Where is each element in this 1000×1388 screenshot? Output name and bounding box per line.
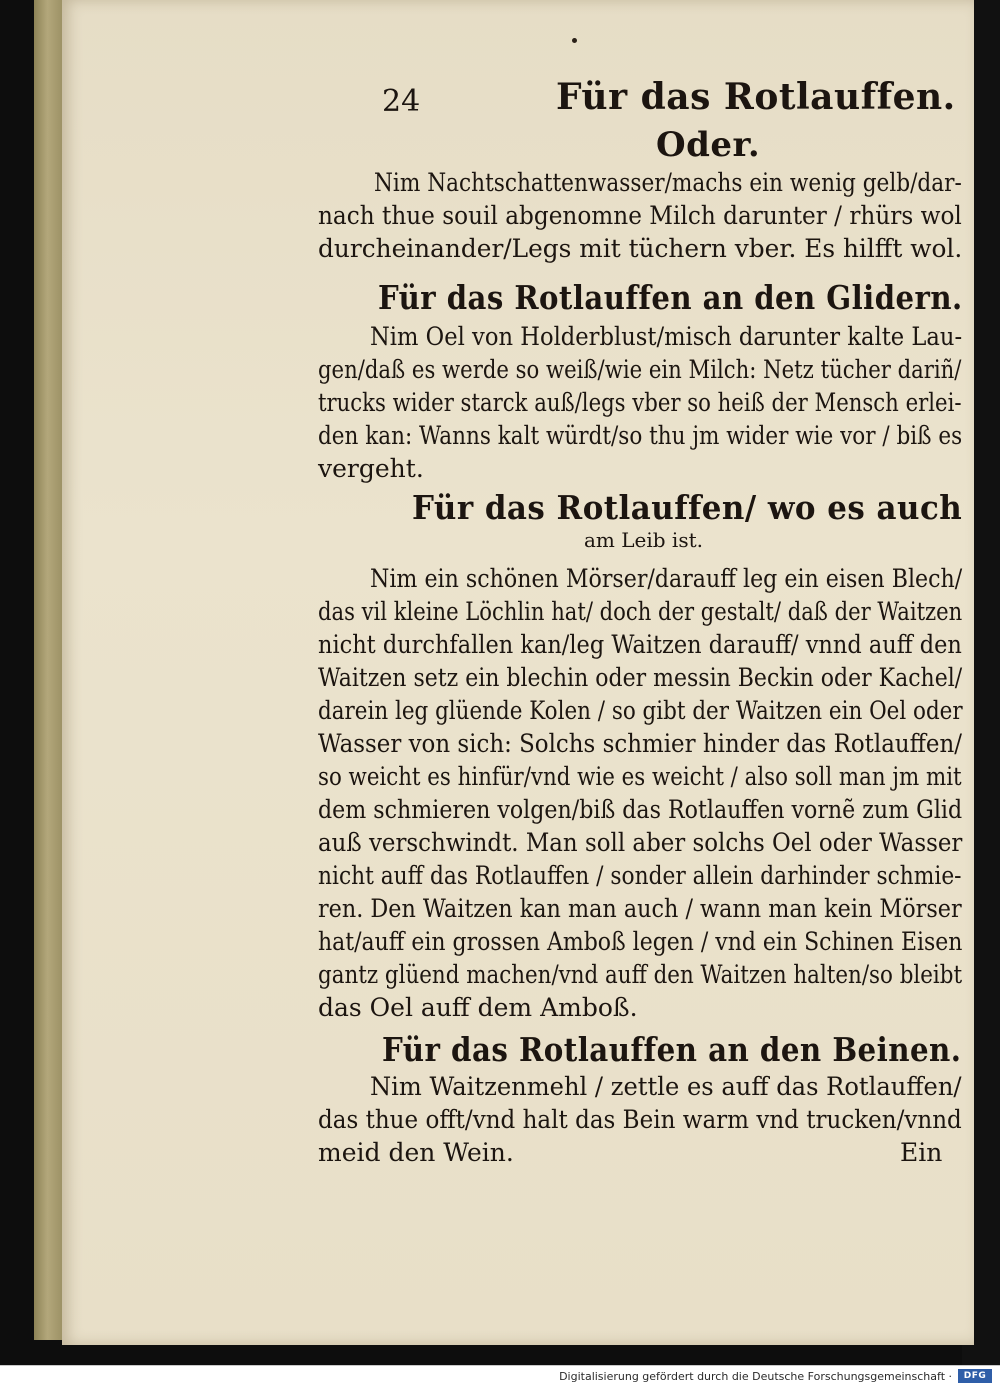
dfg-logo: DFG — [958, 1369, 992, 1383]
text-line: nicht auff das Rotlauffen / sonder allein darhinder schmie- — [318, 861, 962, 890]
text-line: ren. Den Waitzen kan man auch / wann man kein Mörser — [318, 894, 962, 923]
section-subheading: am Leib ist. — [584, 528, 703, 552]
text-line: das vil kleine Löchlin hat/ doch der gestalt/ daß der Waitzen — [318, 597, 963, 626]
text-line: gantz glüend machen/vnd auff den Waitzen halten/so bleibt — [318, 960, 963, 989]
text-line: Nim ein schönen Mörser/darauff leg ein eisen Blech/ — [370, 564, 963, 593]
text-line: darein leg glüende Kolen / so gibt der Waitzen ein Oel oder — [318, 696, 963, 725]
footer-bar — [0, 1365, 1000, 1388]
text-line: nach thue souil abgenomne Milch darunter / rhürs wol — [318, 201, 962, 230]
page-edge-left — [34, 0, 64, 1340]
text-line: den kan: Wanns kalt würdt/so thu jm wider wie vor / biß es — [318, 421, 963, 450]
catchword: Ein — [900, 1138, 943, 1167]
text-line: Nim Waitzenmehl / zettle es auff das Rotlauffen/ — [370, 1072, 962, 1101]
ink-dot — [572, 38, 577, 43]
text-line: Wasser von sich: Solchs schmier hinder das Rotlauffen/ — [318, 729, 962, 758]
text-line: das thue offt/vnd halt das Bein warm vnd trucken/vnnd — [318, 1105, 962, 1134]
section-heading: Für das Rotlauffen an den Glidern. — [378, 278, 963, 317]
text-line: trucks wider starck auß/legs vber so heiß der Mensch erlei- — [318, 388, 962, 417]
text-line: nicht durchfallen kan/leg Waitzen darauff/ vnnd auff den — [318, 630, 962, 659]
text-line: gen/daß es werde so weiß/wie ein Milch: Netz tücher dariñ/ — [318, 355, 962, 384]
text-line: meid den Wein. — [318, 1138, 514, 1167]
text-line: Nim Nachtschattenwasser/machs ein wenig gelb/dar- — [374, 168, 962, 197]
book-page — [62, 0, 974, 1345]
section-heading: Für das Rotlauffen/ wo es auch — [412, 488, 963, 527]
section-heading: Oder. — [656, 125, 761, 165]
section-heading: Für das Rotlauffen an den Beinen. — [382, 1030, 962, 1069]
text-line: Nim Oel von Holderblust/misch darunter kalte Lau- — [370, 322, 963, 351]
text-line: das Oel auff dem Amboß. — [318, 993, 638, 1022]
running-title: Für das Rotlauffen. — [556, 76, 956, 118]
text-line: Waitzen setz ein blechin oder messin Beckin oder Kachel/ — [318, 663, 963, 692]
page-number: 24 — [382, 84, 421, 119]
footer-credit: Digitalisierung gefördert durch die Deutsche Forschungsgemeinschaft · — [559, 1370, 952, 1383]
text-line: auß verschwindt. Man soll aber solchs Oel oder Wasser — [318, 828, 963, 857]
text-line: durcheinander/Legs mit tüchern vber. Es hilfft wol. — [318, 234, 963, 263]
text-line: so weicht es hinfür/vnd wie es weicht / also soll man jm mit — [318, 762, 962, 791]
text-line: dem schmieren volgen/biß das Rotlauffen vornẽ zum Glid — [318, 795, 963, 824]
text-line: vergeht. — [318, 454, 424, 483]
text-line: hat/auff ein grossen Amboß legen / vnd ein Schinen Eisen — [318, 927, 963, 956]
